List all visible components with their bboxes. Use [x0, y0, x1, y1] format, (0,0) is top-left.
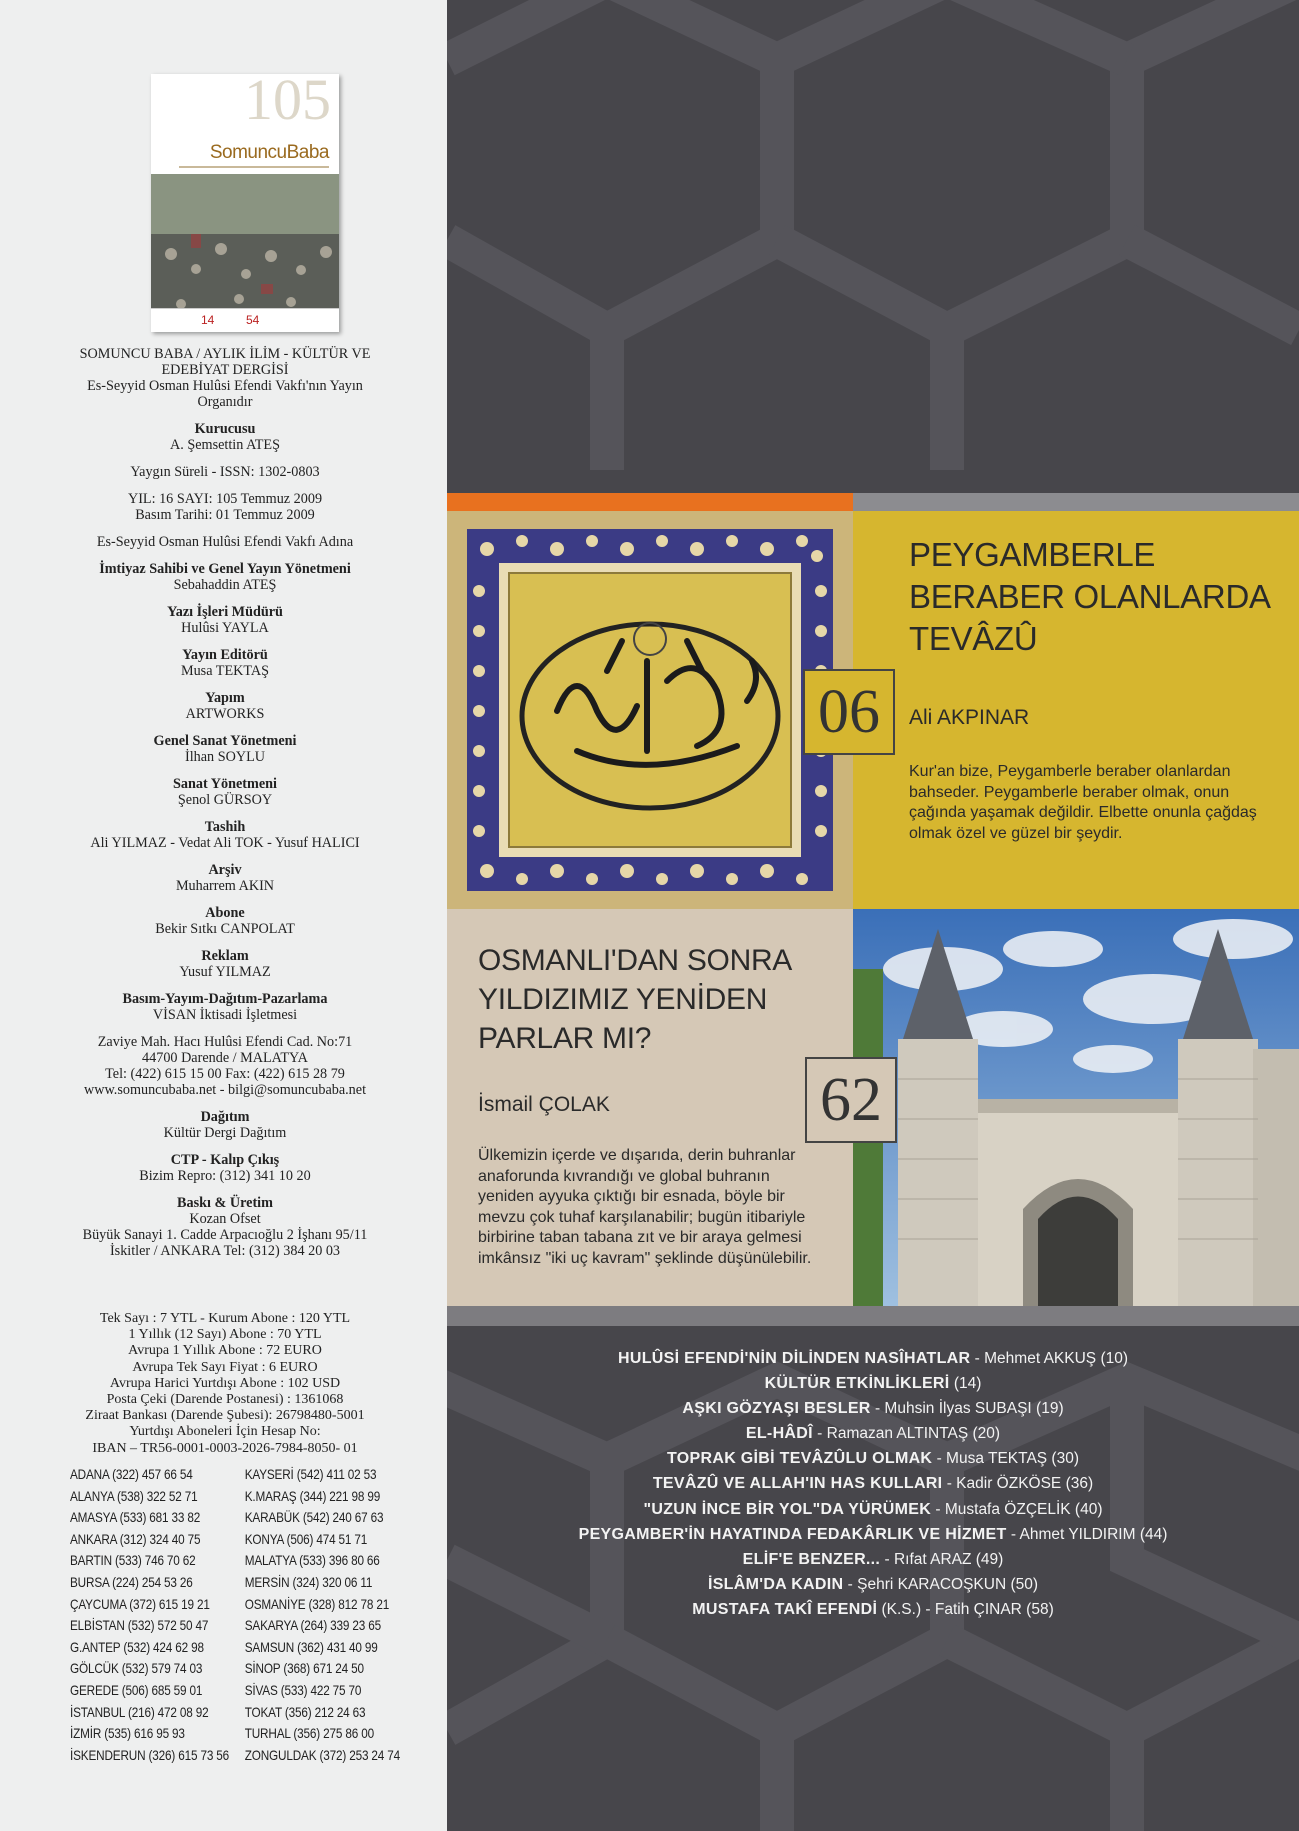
pricing-line: Tek Sayı : 7 YTL - Kurum Abone : 120 YTL — [99, 1311, 351, 1326]
credit-label: Arşiv — [208, 862, 242, 878]
article-card-tevazu[interactable] — [853, 511, 1299, 909]
credit-value: Kozan Ofset — [189, 1211, 261, 1227]
palace-gate-illustration — [853, 909, 1299, 1306]
article-title — [909, 534, 1271, 660]
credit-value: Sebahaddin ATEŞ — [173, 577, 277, 593]
credit-label: Yayın Editörü — [182, 647, 268, 663]
title-line: BERABER OLANLARDA — [909, 578, 1271, 615]
toc-title: KÜLTÜR ETKİNLİKLERİ — [764, 1375, 950, 1393]
toc-item[interactable] — [447, 1522, 1299, 1547]
phone-entry: SAKARYA (264) 339 23 65 — [244, 1617, 381, 1634]
phone-entry: AMASYA (533) 681 33 82 — [70, 1509, 201, 1526]
credit-value: Musa TEKTAŞ — [180, 663, 270, 679]
phone-column-right — [245, 1464, 400, 1766]
credit-founder — [70, 421, 380, 453]
calligraphy-illustration — [447, 511, 853, 909]
credit-value: Kültür Dergi Dağıtım — [163, 1125, 287, 1141]
pricing-line: Posta Çeki (Darende Postanesi) : 1361068 — [106, 1392, 344, 1408]
credit-distribution — [70, 1109, 380, 1141]
credit-ads — [70, 948, 380, 980]
phone-entry: KARABÜK (542) 240 67 63 — [244, 1509, 384, 1526]
toc-author: - Şehri KARACOŞKUN (50) — [843, 1575, 1039, 1593]
toc-item[interactable] — [447, 1572, 1299, 1597]
table-of-contents — [447, 1346, 1299, 1622]
toc-author: - Kadir ÖZKÖSE (36) — [942, 1475, 1094, 1493]
credit-label: CTP - Kalıp Çıkış — [170, 1152, 280, 1168]
credit-dates — [70, 491, 380, 523]
phone-entry: BARTIN (533) 746 70 62 — [70, 1552, 196, 1569]
article-author: İsmail ÇOLAK — [478, 1093, 610, 1116]
article-card-osmanli[interactable] — [447, 909, 853, 1306]
issue-number: 105 — [244, 74, 331, 132]
phone-entry: İSKENDERUN (326) 615 73 56 — [70, 1746, 230, 1763]
credit-label: Baskı & Üretim — [177, 1195, 273, 1211]
phone-entry: TOKAT (356) 212 24 63 — [244, 1703, 366, 1720]
credit-value: Şenol GÜRSOY — [177, 792, 273, 808]
credit-proof — [70, 819, 380, 851]
credit-label: Basım-Yayım-Dağıtım-Pazarlama — [122, 991, 328, 1007]
credit-print-dist — [70, 991, 380, 1023]
toc-title: ELİF'E BENZER... — [742, 1550, 881, 1568]
credit-label: Genel Sanat Yönetmeni — [153, 733, 297, 749]
phone-entry: OSMANİYE (328) 812 78 21 — [244, 1595, 390, 1612]
title-line: TEVÂZÛ — [909, 620, 1038, 657]
phone-entry: İSTANBUL (216) 472 08 92 — [70, 1703, 209, 1720]
credit-value: Büyük Sanayi 1. Cadde Arpacıoğlu 2 İşhanı 95/11 — [82, 1227, 368, 1243]
article-summary: Kur'an bize, Peygamberle beraber olanlardan bahseder. Peygamberle beraber olmak, onun çağında yaşamak değildir. Elbette onunla çağdaş olmak özel ve güzel bir şeydir. — [909, 763, 1257, 842]
pricing-line: Avrupa Harici Yurtdışı Abone : 102 USD — [109, 1375, 341, 1391]
credit-owner — [70, 561, 380, 593]
phone-entry: SAMSUN (362) 431 40 99 — [244, 1638, 378, 1655]
title-line: PEYGAMBERLE — [909, 536, 1156, 573]
phone-entry: SİNOP (368) 671 24 50 — [244, 1660, 364, 1677]
toc-item[interactable] — [447, 1471, 1299, 1496]
toc-author: - Ahmet YILDIRIM (44) — [1006, 1525, 1168, 1543]
toc-item[interactable] — [447, 1547, 1299, 1572]
pricing-line: Avrupa 1 Yıllık Abone : 72 EURO — [128, 1343, 322, 1359]
toc-item[interactable] — [447, 1396, 1299, 1421]
pricing-line: Ziraat Bankası (Darende Şubesi): 26798480-5001 — [85, 1408, 365, 1424]
phone-entry: ÇAYCUMA (372) 615 19 21 — [70, 1595, 210, 1612]
section-divider — [447, 1306, 1299, 1326]
credit-label: Yapım — [205, 690, 245, 706]
masthead-credits — [70, 346, 380, 1270]
credit-value: Basım Tarihi: 01 Temmuz 2009 — [135, 507, 315, 523]
intro-line: Es-Seyyid Osman Hulûsi Efendi Vakfı'nın Yayın Organıdır — [87, 378, 363, 410]
credit-label: İmtiyaz Sahibi ve Genel Yayın Yönetmeni — [99, 561, 351, 577]
title-line: YILDIZIMIZ YENİDEN — [478, 983, 768, 1016]
toc-title: İSLÂM'DA KADIN — [707, 1575, 844, 1593]
toc-title: MUSTAFA TAKÎ EFENDİ — [692, 1600, 878, 1618]
toc-title: PEYGAMBER'İN HAYATINDA FEDAKÂRLIK VE HİZMET — [578, 1525, 1007, 1543]
credit-editor — [70, 604, 380, 636]
article-title — [478, 941, 792, 1058]
pricing-line: IBAN – TR56-0001-0003-2026-7984-8050- 01 — [92, 1440, 358, 1456]
credit-on-behalf: Es-Seyyid Osman Hulûsi Efendi Vakfı Adına — [96, 534, 354, 550]
credit-value: İskitler / ANKARA Tel: (312) 384 20 03 — [109, 1243, 341, 1259]
credit-label: Sanat Yönetmeni — [173, 776, 277, 792]
address-line: www.somuncubaba.net - bilgi@somuncubaba.net — [83, 1082, 367, 1098]
credit-issn: Yaygın Süreli - ISSN: 1302-0803 — [130, 464, 320, 480]
credit-value: İlhan SOYLU — [185, 749, 265, 765]
phone-entry: GÖLCÜK (532) 579 74 03 — [70, 1660, 203, 1677]
phone-entry: SİVAS (533) 422 75 70 — [244, 1681, 362, 1698]
toc-item[interactable] — [447, 1371, 1299, 1396]
intro-line: SOMUNCU BABA / AYLIK İLİM - KÜLTÜR VE EDEBİYAT DERGİSİ — [79, 346, 371, 378]
credit-art-director — [70, 733, 380, 765]
phone-entry: MALATYA (533) 396 80 66 — [244, 1552, 380, 1569]
credit-value: Muharrem AKIN — [175, 878, 275, 894]
credit-value: A. Şemsettin ATEŞ — [170, 437, 280, 453]
credit-label: Kurucusu — [194, 421, 256, 437]
credit-label: Tashih — [204, 819, 246, 835]
credit-value: Bizim Repro: (312) 341 10 20 — [139, 1168, 311, 1184]
article-summary: Ülkemizin içerde ve dışarıda, derin buhranlar anaforunda kıvrandığı ve global buhranın yeniden ayyuka çıktığı bir esnada, böyle bir mevzu çok tuhaf karşılanabilir; bugün itibariyle birbirine taban tabana zıt ve bir araya gelmesi imkânsız "iki uç kavram" şeklinde düşünülebilir. — [478, 1147, 812, 1267]
credit-value: Yusuf YILMAZ — [179, 964, 271, 980]
credit-value: YIL: 16 SAYI: 105 Temmuz 2009 — [127, 491, 323, 507]
page-number-box: 62 — [805, 1057, 897, 1143]
toc-author: - Rıfat ARAZ (49) — [880, 1550, 1004, 1568]
cover-brand: SomuncuBaba — [209, 142, 329, 163]
phone-entry: ALANYA (538) 322 52 71 — [70, 1487, 198, 1504]
credit-ctp — [70, 1152, 380, 1184]
masthead-intro — [70, 346, 380, 410]
toc-author: (K.S.) - Fatih ÇINAR (58) — [877, 1600, 1054, 1618]
title-line: PARLAR MI? — [478, 1022, 652, 1055]
toc-item[interactable] — [447, 1497, 1299, 1522]
toc-title: AŞKI GÖZYAŞI BESLER — [682, 1400, 871, 1418]
article-author: Ali AKPINAR — [909, 706, 1030, 729]
credit-pub-editor — [70, 647, 380, 679]
magazine-cover — [151, 74, 339, 332]
cover-rule — [179, 166, 329, 168]
toc-item[interactable] — [447, 1421, 1299, 1446]
toc-item[interactable] — [447, 1597, 1299, 1622]
pricing-line: 1 Yıllık (12 Sayı) Abone : 70 YTL — [128, 1327, 322, 1343]
credit-production — [70, 690, 380, 722]
credit-label: Abone — [205, 905, 245, 921]
phone-entry: K.MARAŞ (344) 221 98 99 — [244, 1487, 381, 1504]
phone-entry: ANKARA (312) 324 40 75 — [70, 1530, 201, 1547]
toc-title: "UZUN İNCE BİR YOL"DA YÜRÜMEK — [643, 1500, 932, 1518]
credit-archive — [70, 862, 380, 894]
toc-title: HULÛSİ EFENDİ'NİN DİLİNDEN NASÎHATLAR — [617, 1350, 971, 1367]
phone-entry: KAYSERİ (542) 411 02 53 — [244, 1466, 377, 1482]
credit-label: Reklam — [201, 948, 249, 964]
credit-subs — [70, 905, 380, 937]
accent-bar — [447, 493, 853, 511]
phone-entry: MERSİN (324) 320 06 11 — [244, 1573, 373, 1590]
credit-value: ARTWORKS — [185, 706, 265, 722]
credit-art — [70, 776, 380, 808]
phone-entry: TURHAL (356) 275 86 00 — [244, 1725, 374, 1742]
address-line: 44700 Darende / MALATYA — [142, 1050, 308, 1066]
toc-author: - Mehmet AKKUŞ (10) — [970, 1350, 1129, 1367]
address-line: Tel: (422) 615 15 00 Fax: (422) 615 28 79 — [105, 1066, 345, 1082]
pricing-block — [70, 1311, 380, 1457]
phone-entry: BURSA (224) 254 53 26 — [70, 1573, 193, 1590]
toc-author: - Mustafa ÖZÇELİK (40) — [931, 1500, 1103, 1518]
toc-author: - Ramazan ALTINTAŞ (20) — [812, 1425, 1001, 1443]
toc-title: EL-HÂDÎ — [745, 1425, 813, 1443]
toc-title: TEVÂZÛ VE ALLAH'IN HAS KULLARI — [652, 1475, 943, 1493]
credit-value: VİSAN İktisadi İşletmesi — [152, 1007, 298, 1023]
credit-label: Dağıtım — [200, 1109, 250, 1125]
pricing-line: Yurtdışı Aboneleri İçin Hesap No: — [129, 1424, 321, 1440]
phone-entry: ELBİSTAN (532) 572 50 47 — [70, 1617, 209, 1634]
pricing-line: Avrupa Tek Sayı Fiyat : 6 EURO — [132, 1359, 318, 1375]
title-line: OSMANLI'DAN SONRA — [478, 944, 793, 977]
cover-strip-left: 14 — [201, 313, 215, 327]
phone-entry: G.ANTEP (532) 424 62 98 — [70, 1638, 204, 1655]
phone-entry: ZONGULDAK (372) 253 24 74 — [244, 1746, 401, 1763]
phone-column-left — [70, 1464, 229, 1766]
page-number-box: 06 — [803, 669, 895, 755]
address-line: Zaviye Mah. Hacı Hulûsi Efendi Cad. No:71 — [97, 1034, 353, 1050]
phone-entry: KONYA (506) 474 51 71 — [244, 1530, 368, 1547]
cover-strip — [151, 308, 339, 332]
toc-item[interactable] — [447, 1346, 1299, 1371]
toc-author: - Muhsin İlyas SUBAŞI (19) — [870, 1400, 1064, 1418]
phone-entry: İZMİR (535) 616 95 93 — [70, 1725, 185, 1742]
credit-value: Hulûsi YAYLA — [181, 620, 269, 636]
credit-address — [70, 1034, 380, 1098]
phone-entry: GEREDE (506) 685 59 01 — [70, 1681, 203, 1698]
credit-value: Bekir Sıtkı CANPOLAT — [155, 921, 295, 937]
toc-title: TOPRAK GİBİ TEVÂZÛLU OLMAK — [667, 1450, 933, 1468]
section-divider — [447, 493, 1299, 511]
cover-strip-right: 54 — [246, 313, 260, 327]
masthead-column — [0, 0, 447, 1831]
credit-printing — [70, 1195, 380, 1259]
calligraphy-tile-image — [447, 511, 853, 909]
phone-entry: ADANA (322) 457 66 54 — [70, 1466, 193, 1482]
credit-label: Yazı İşleri Müdürü — [167, 604, 283, 620]
toc-item[interactable] — [447, 1446, 1299, 1471]
toc-author: - Musa TEKTAŞ (30) — [932, 1450, 1079, 1468]
toc-author: (14) — [949, 1375, 982, 1393]
palace-gate-photo — [853, 909, 1299, 1306]
credit-value: Ali YILMAZ - Vedat Ali TOK - Yusuf HALICI — [90, 835, 360, 851]
